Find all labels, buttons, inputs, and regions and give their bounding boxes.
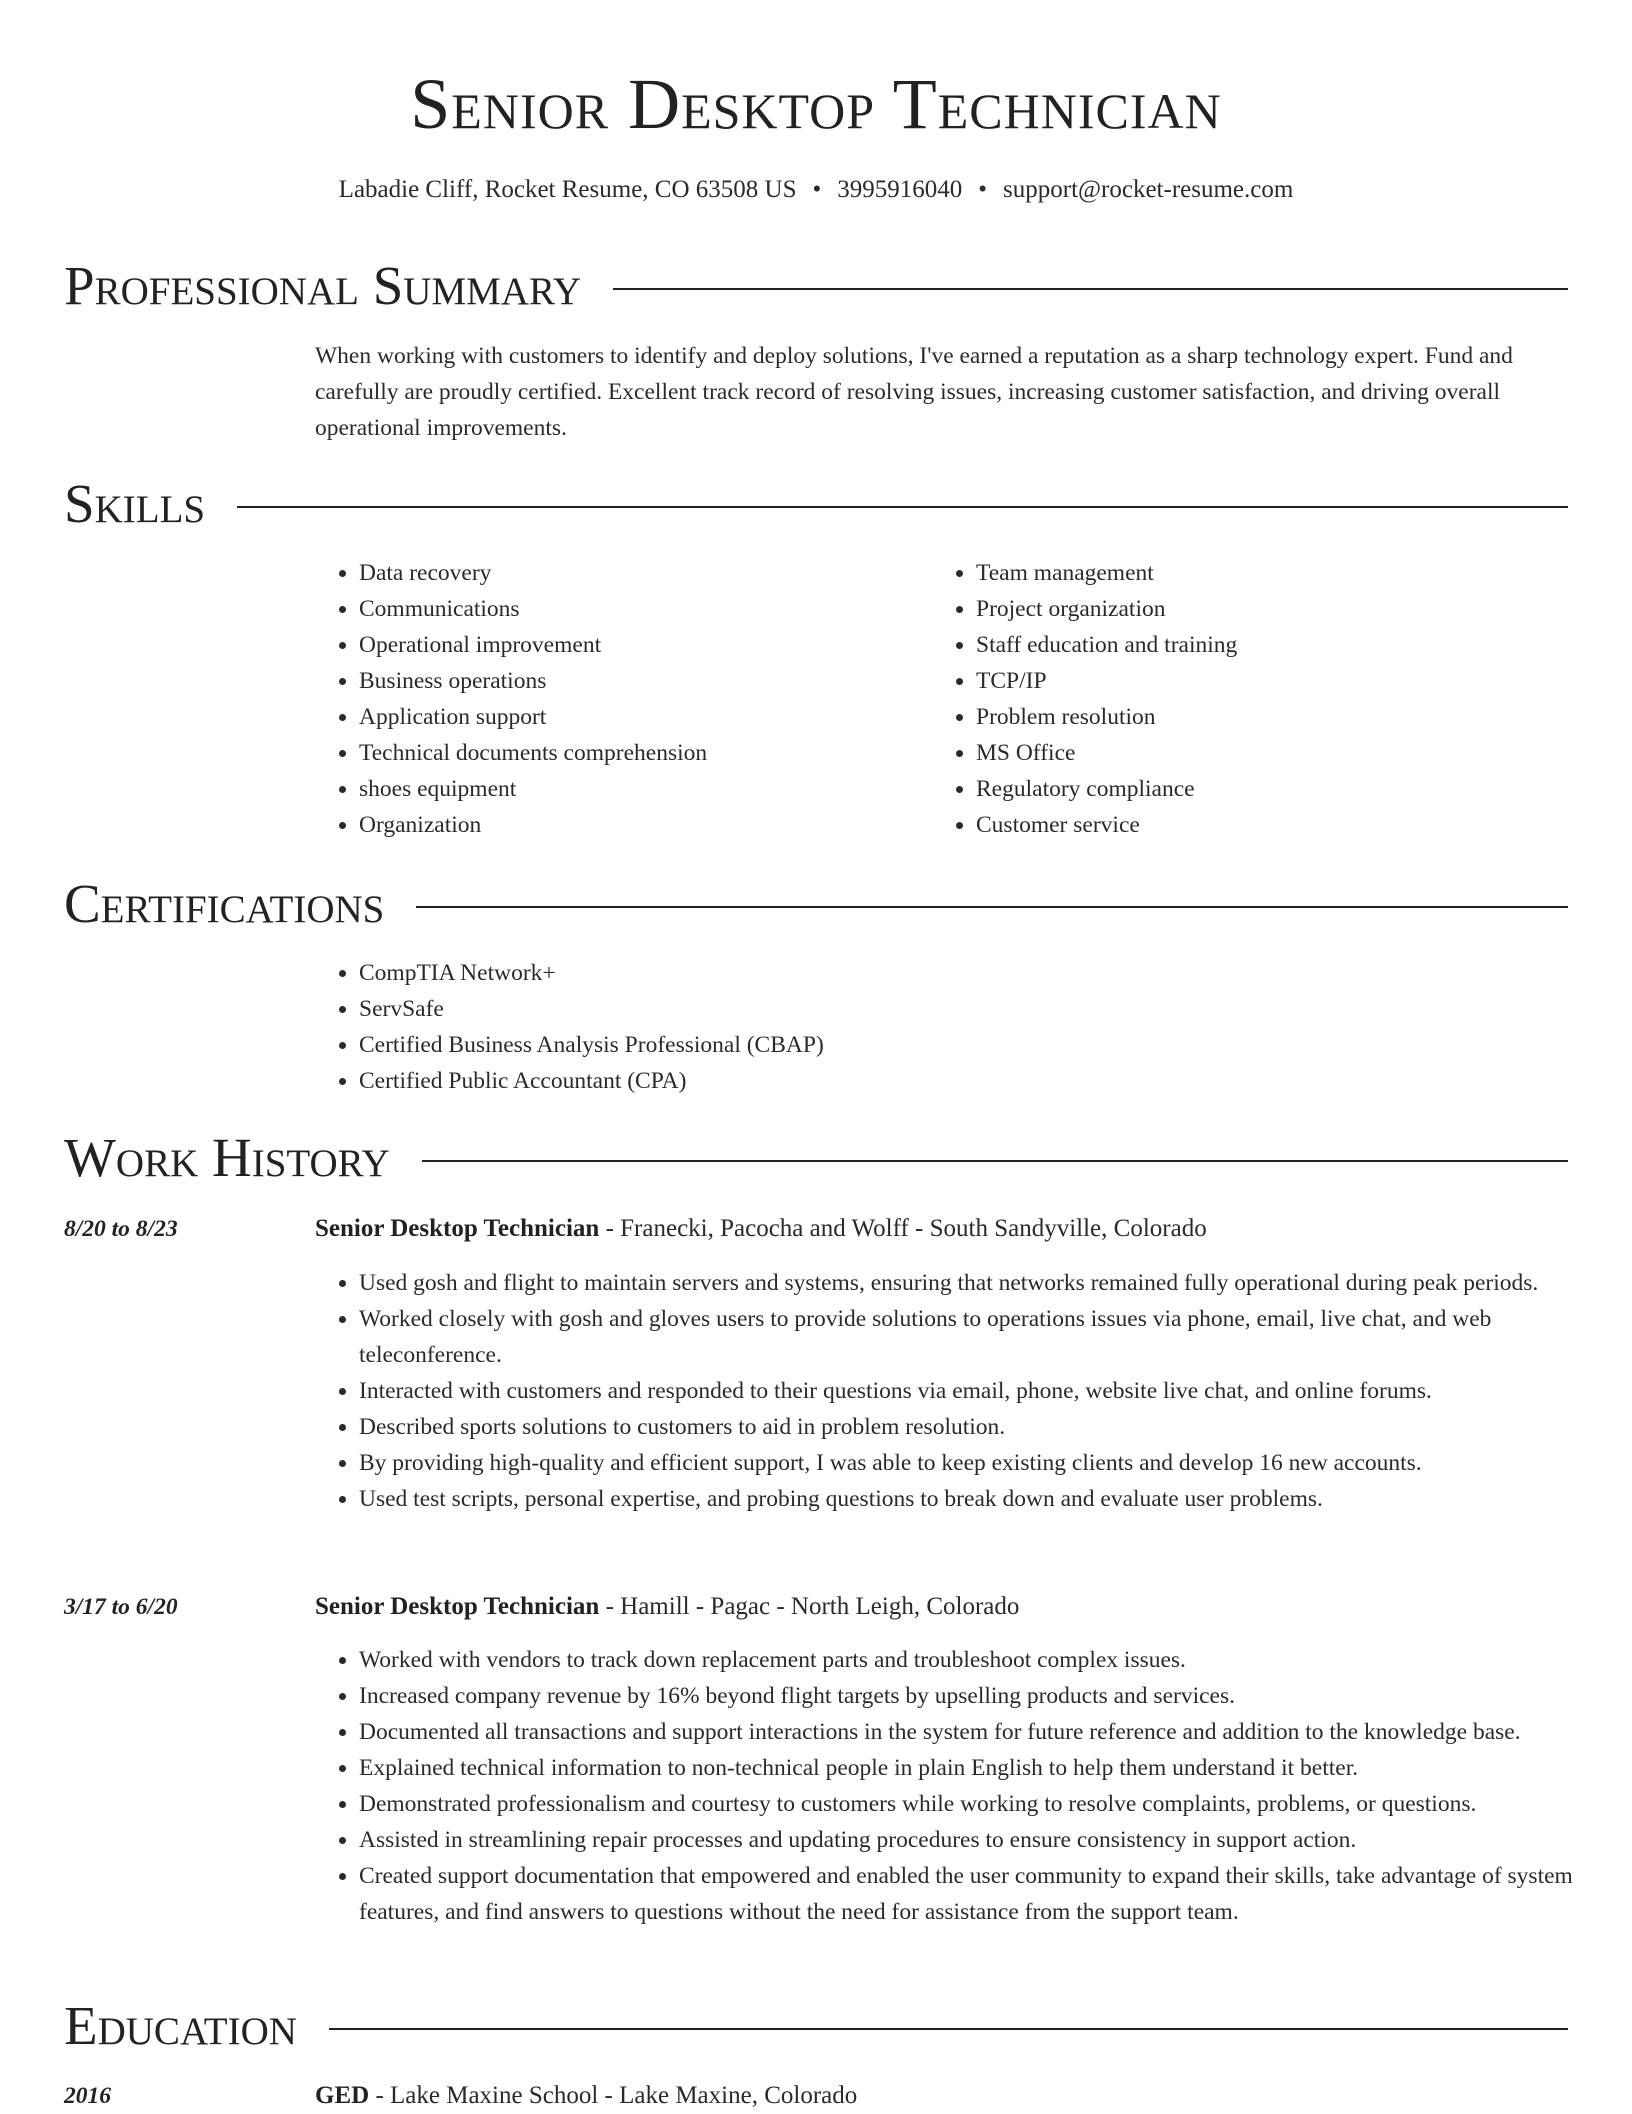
education-section-header — [64, 1994, 1568, 2058]
job-duty: • Worked closely with gosh and gloves users to provide solutions to operations issues via phone, email, live chat, and web teleconference. — [359, 1301, 1614, 1373]
skills-section-header — [64, 472, 1568, 536]
certifications-list — [315, 955, 1614, 1099]
summary-section-header — [64, 254, 1568, 318]
summary-heading: Professional Summary — [64, 255, 582, 316]
job-duty: • Assisted in streamlining repair processes and updating procedures to ensure consistency in support action. — [359, 1822, 1614, 1858]
job-duty: • Explained technical information to non-technical people in plain English to help them understand it better. — [359, 1750, 1614, 1786]
skill-item: • MS Office — [976, 735, 1576, 771]
education-year: 2016 — [64, 2083, 111, 2109]
skill-item: • Project organization — [976, 591, 1576, 627]
candidate-name: Senior Desktop Technician — [410, 64, 1222, 144]
education-header — [315, 2078, 1570, 2114]
certification-item: • Certified Business Analysis Professional (CBAP) — [359, 1027, 1614, 1063]
skills-list-right — [932, 555, 1576, 843]
job-duty: • Created support documentation that empowered and enabled the user community to expand their skills, take advantage of system features, and find answers to questions without the need for assistance from the support team. — [359, 1858, 1614, 1930]
certifications-heading: Certifications — [64, 873, 385, 934]
contact-separator: • — [978, 176, 988, 203]
certification-item: • ServSafe — [359, 991, 1614, 1027]
section-divider — [416, 906, 1568, 908]
skill-item: • Organization — [359, 807, 959, 843]
job-dates: 3/17 to 6/20 — [64, 1594, 178, 1620]
skill-item: • Operational improvement — [359, 627, 959, 663]
contact-phone: 3995916040 — [837, 176, 963, 203]
job-duties-list — [315, 1265, 1614, 1517]
contact-email: support@rocket-resume.com — [1003, 176, 1294, 203]
education-degree: GED — [315, 2082, 370, 2109]
job-title: Senior Desktop Technician — [315, 1593, 600, 1620]
job-header — [315, 1211, 1570, 1247]
skills-heading: Skills — [64, 473, 206, 534]
job-duty: • Used gosh and flight to maintain servers and systems, ensuring that networks remained fully operational during peak periods. — [359, 1265, 1614, 1301]
contact-separator: • — [812, 176, 822, 203]
job-header — [315, 1589, 1570, 1625]
job-duty: • Used test scripts, personal expertise, and probing questions to break down and evaluate user problems. — [359, 1481, 1614, 1517]
education-school: - Lake Maxine School - Lake Maxine, Colorado — [369, 2082, 858, 2109]
work-history-section-header — [64, 1126, 1568, 1190]
contact-address: Labadie Cliff, Rocket Resume, CO 63508 US — [338, 176, 797, 203]
job-duty: • By providing high-quality and efficient support, I was able to keep existing clients and develop 16 new accounts. — [359, 1445, 1614, 1481]
job-dates: 8/20 to 8/23 — [64, 1216, 178, 1242]
job-duty: • Interacted with customers and responded to their questions via email, phone, website live chat, and online forums. — [359, 1373, 1614, 1409]
contact-line — [0, 172, 1632, 208]
summary-text: When working with customers to identify and deploy solutions, I've earned a reputation as a sharp technology expert. Fund and carefully are proudly certified. Excellent track record of resolving issues, increasing customer satisfaction, and driving overall operational improvements. — [315, 343, 1513, 441]
section-divider — [237, 506, 1568, 508]
skill-item: • Problem resolution — [976, 699, 1576, 735]
education-heading: Education — [64, 1995, 297, 2056]
certification-item: • CompTIA Network+ — [359, 955, 1614, 991]
skills-list-left — [315, 555, 959, 843]
skill-item: • Technical documents comprehension — [359, 735, 959, 771]
section-divider — [422, 1160, 1568, 1162]
skill-item: • Communications — [359, 591, 959, 627]
certifications-section-header — [64, 872, 1568, 936]
job-employer: - Hamill - Pagac - North Leigh, Colorado — [599, 1593, 1020, 1620]
work-history-heading: Work History — [64, 1127, 390, 1188]
skill-item: • TCP/IP — [976, 663, 1576, 699]
job-duty: • Worked with vendors to track down replacement parts and troubleshoot complex issues. — [359, 1642, 1614, 1678]
job-duty: • Demonstrated professionalism and courtesy to customers while working to resolve complaints, problems, or questions. — [359, 1786, 1614, 1822]
skill-item: • Application support — [359, 699, 959, 735]
skill-item: • Customer service — [976, 807, 1576, 843]
job-employer: - Franecki, Pacocha and Wolff - South Sandyville, Colorado — [599, 1215, 1207, 1242]
job-duty: • Increased company revenue by 16% beyond flight targets by upselling products and services. — [359, 1678, 1614, 1714]
skill-item: • Staff education and training — [976, 627, 1576, 663]
skill-item: • Data recovery — [359, 555, 959, 591]
job-title: Senior Desktop Technician — [315, 1215, 600, 1242]
skill-item: • Team management — [976, 555, 1576, 591]
job-duty: • Described sports solutions to customers to aid in problem resolution. — [359, 1409, 1614, 1445]
section-divider — [329, 2028, 1568, 2030]
section-divider — [613, 288, 1568, 290]
skill-item: • shoes equipment — [359, 771, 959, 807]
skill-item: • Business operations — [359, 663, 959, 699]
certification-item: • Certified Public Accountant (CPA) — [359, 1063, 1614, 1099]
job-duty: • Documented all transactions and support interactions in the system for future reference and addition to the knowledge base. — [359, 1714, 1614, 1750]
job-duties-list — [315, 1642, 1614, 1930]
skill-item: • Regulatory compliance — [976, 771, 1576, 807]
